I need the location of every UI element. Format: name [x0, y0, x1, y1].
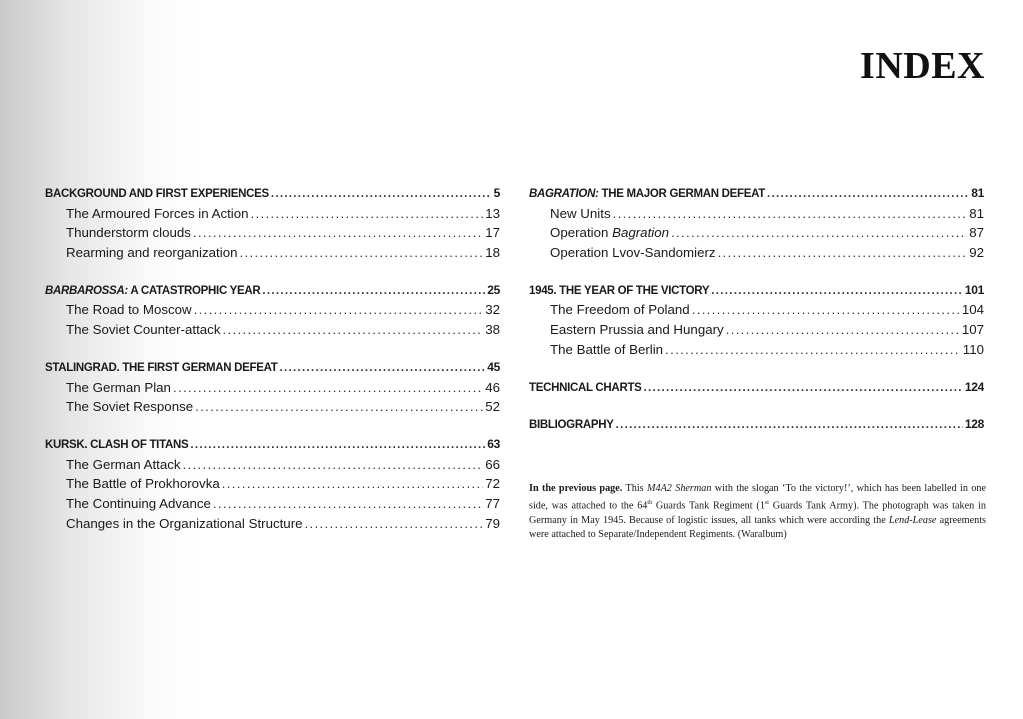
caption-lend-lease: Lend-Lease	[888, 514, 937, 526]
entry-title-text: The Freedom of Poland	[550, 302, 690, 318]
page-number: 5	[493, 186, 500, 200]
section-title	[529, 379, 642, 398]
index-section	[529, 415, 984, 435]
section-title-text: 1945. THE YEAR OF THE VICTORY	[529, 284, 710, 297]
entry-title	[550, 204, 611, 224]
dot-leader	[193, 223, 483, 243]
page-number: 46	[485, 379, 500, 395]
index-section	[45, 358, 500, 417]
section-title	[45, 185, 269, 204]
entry-title	[550, 300, 690, 320]
page-number: 17	[485, 225, 500, 241]
index-section	[529, 281, 984, 360]
index-entry-sub[interactable]	[45, 300, 500, 320]
dot-leader	[671, 223, 967, 243]
dot-leader	[239, 243, 483, 263]
index-entry-sub[interactable]	[45, 204, 500, 224]
index-entry-sub[interactable]	[45, 514, 500, 534]
entry-title	[66, 320, 220, 340]
section-title-italic: BAGRATION:	[529, 188, 599, 200]
index-entry-sub[interactable]	[45, 320, 500, 340]
caption-text: with the slogan ‘To the victory!’, which has been labelled in one side, was attached to the 64	[529, 483, 986, 512]
entry-title	[550, 320, 724, 340]
photo-caption	[529, 482, 986, 542]
dot-leader	[222, 320, 483, 340]
index-entry-sub[interactable]	[529, 243, 984, 263]
page-number: 101	[964, 282, 984, 297]
entry-title	[66, 514, 303, 534]
index-entry-sub[interactable]	[529, 320, 984, 340]
page-number: 77	[485, 495, 500, 511]
page-number: 81	[971, 186, 984, 200]
entry-title-text: Eastern Prussia and Hungary	[550, 322, 724, 338]
entry-title-text: The Soviet Counter-attack	[66, 322, 221, 338]
index-entry-sub[interactable]	[529, 223, 984, 243]
index-entry-sub[interactable]	[45, 455, 500, 475]
index-section	[529, 378, 984, 398]
index-section	[45, 281, 500, 340]
index-entry-main[interactable]	[529, 281, 984, 301]
entry-title	[550, 243, 716, 263]
caption-ordinal: st	[764, 500, 769, 507]
page-title: INDEX	[860, 45, 985, 87]
entry-title-text: The Battle of Prokhorovka	[66, 476, 220, 492]
index-entry-sub[interactable]	[45, 243, 500, 263]
section-title-text: A CATASTROPHIC YEAR	[127, 284, 261, 297]
page-number: 79	[485, 515, 500, 531]
index-entry-sub[interactable]	[45, 397, 500, 417]
entry-title	[550, 340, 663, 360]
section-title	[45, 436, 188, 455]
page-number: 63	[487, 436, 500, 451]
index-entry-sub[interactable]	[45, 223, 500, 243]
entry-title-text: The German Attack	[66, 456, 181, 472]
index-column-left	[45, 184, 500, 551]
dot-leader	[190, 436, 485, 455]
index-entry-main[interactable]	[45, 281, 500, 301]
section-title	[45, 282, 260, 301]
dot-leader	[213, 494, 483, 514]
caption-text: This	[622, 483, 647, 494]
index-entry-sub[interactable]	[529, 340, 984, 360]
page-number: 32	[485, 302, 500, 318]
section-title-text: BIBLIOGRAPHY	[529, 419, 614, 432]
entry-title-text: Operation Lvov-Sandomierz	[550, 245, 716, 261]
section-title	[529, 185, 765, 204]
page-number: 13	[485, 205, 500, 221]
dot-leader	[305, 514, 484, 534]
page-number: 104	[961, 302, 984, 318]
page-number: 38	[485, 322, 500, 338]
section-title-text: THE MAJOR GERMAN DEFEAT	[598, 188, 765, 200]
dot-leader	[726, 320, 960, 340]
page-number: 45	[487, 359, 500, 374]
page-number: 124	[964, 379, 984, 394]
section-title-text: KURSK. CLASH OF TITANS	[45, 438, 189, 451]
caption-text: Guards Tank Army). The photograph was taken in Germany in May 1945. Because of logistic issues, all tanks which were according the	[529, 500, 986, 526]
page-number: 52	[485, 399, 500, 415]
index-entry-main[interactable]	[529, 378, 984, 398]
entry-title-text: Changes in the Organizational Structure	[66, 515, 303, 531]
index-entry-main[interactable]	[45, 435, 500, 455]
index-entry-main[interactable]	[45, 184, 500, 204]
section-title	[529, 282, 709, 301]
caption-text: agreements were attached to Separate/Independent Regiments. (Waralbum)	[529, 514, 986, 540]
entry-title	[66, 300, 192, 320]
entry-title	[66, 494, 211, 514]
section-title	[529, 416, 614, 435]
dot-leader	[251, 204, 484, 224]
dot-leader	[616, 416, 963, 435]
caption-tank-model: M4A2 Sherman	[646, 483, 712, 494]
dot-leader	[173, 378, 483, 398]
page-number: 25	[487, 282, 500, 297]
entry-title-text: The Road to Moscow	[66, 302, 192, 318]
section-title	[45, 359, 277, 378]
entry-title	[66, 223, 191, 243]
index-section	[45, 184, 500, 263]
section-title-italic: BARBAROSSA:	[45, 284, 128, 297]
entry-title	[66, 243, 237, 263]
entry-title-italic: Bagration	[612, 225, 670, 241]
index-entry-sub[interactable]	[45, 474, 500, 494]
index-column-right	[529, 184, 984, 453]
entry-title-text: The Battle of Berlin	[550, 341, 664, 357]
dot-leader	[613, 204, 968, 224]
dot-leader	[279, 359, 485, 378]
entry-title-text: The Soviet Response	[66, 399, 194, 415]
entry-title-text: The German Plan	[66, 379, 171, 395]
page-number: 107	[961, 322, 984, 338]
index-entry-sub[interactable]	[45, 378, 500, 398]
index-entry-main[interactable]	[529, 184, 984, 204]
entry-title	[66, 474, 220, 494]
index-entry-main[interactable]	[529, 415, 984, 435]
entry-title-text: New Units	[550, 205, 611, 221]
entry-title	[550, 223, 669, 243]
page-number: 128	[964, 417, 984, 432]
page-number: 72	[485, 476, 500, 492]
page-number: 110	[962, 341, 984, 357]
index-entry-sub[interactable]	[529, 204, 984, 224]
dot-leader	[718, 243, 968, 263]
entry-title-text: Operation	[550, 225, 613, 241]
dot-leader	[665, 340, 961, 360]
page-number: 18	[485, 245, 500, 261]
dot-leader	[644, 379, 963, 398]
index-entry-sub[interactable]	[45, 494, 500, 514]
caption-text: Guards Tank Regiment (1	[652, 500, 765, 512]
entry-title-text: Thunderstorm clouds	[66, 225, 191, 241]
dot-leader	[195, 397, 483, 417]
dot-leader	[692, 300, 960, 320]
dot-leader	[271, 185, 492, 204]
page-number: 87	[969, 225, 984, 241]
entry-title	[66, 378, 171, 398]
caption-lead: In the previous page.	[529, 483, 623, 494]
page-number: 66	[485, 456, 500, 472]
entry-title	[66, 397, 193, 417]
entry-title	[66, 204, 249, 224]
dot-leader	[183, 455, 484, 475]
entry-title-text: The Armoured Forces in Action	[66, 205, 249, 221]
index-section	[45, 435, 500, 533]
dot-leader	[194, 300, 484, 320]
index-entry-sub[interactable]	[529, 300, 984, 320]
dot-leader	[222, 474, 483, 494]
dot-leader	[262, 282, 485, 301]
entry-title-text: The Continuing Advance	[66, 495, 211, 511]
index-section	[529, 184, 984, 263]
caption-ordinal: th	[647, 500, 653, 507]
page-number: 81	[969, 205, 984, 221]
dot-leader	[767, 185, 969, 204]
entry-title-text: Rearming and reorganization	[66, 245, 238, 261]
section-title-text: TECHNICAL CHARTS	[529, 381, 642, 394]
index-entry-main[interactable]	[45, 358, 500, 378]
section-title-text: STALINGRAD. THE FIRST GERMAN DEFEAT	[45, 361, 278, 374]
page-number: 92	[969, 245, 984, 261]
section-title-text: BACKGROUND AND FIRST EXPERIENCES	[45, 188, 269, 200]
dot-leader	[711, 282, 963, 301]
entry-title	[66, 455, 181, 475]
